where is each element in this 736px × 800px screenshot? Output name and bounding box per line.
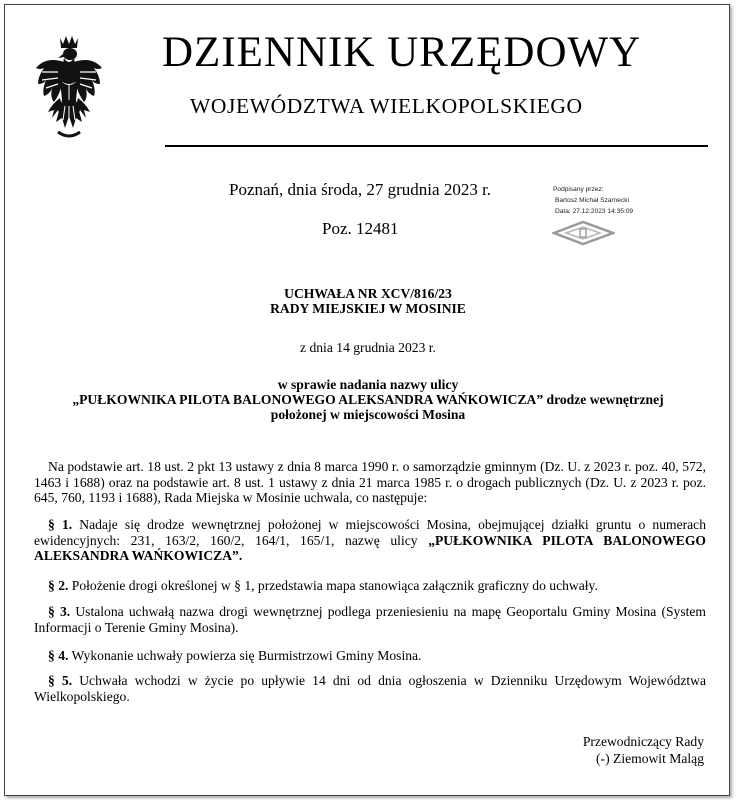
section-2-text: Położenie drogi określonej w § 1, przedstawia mapa stanowiąca załącznik graficzny do uchwały. [71, 578, 598, 593]
section-5-label: § 5. [48, 673, 73, 688]
section-5-text: Uchwała wchodzi w życie po upływie 14 dni od dnia ogłoszenia w Dzienniku Urzędowym Województwa Wielkopolskiego. [34, 673, 706, 704]
signature-seal-icon [552, 220, 615, 246]
section-4 [34, 648, 706, 664]
section-2 [34, 578, 706, 594]
preamble-text: Na podstawie art. 18 ust. 2 pkt 13 ustawy z dnia 8 marca 1990 r. o samorządzie gminnym (Dz. U. z 2023 r. poz. 40, 572, 1463 i 1688) oraz na podstawie art. 8 ust. 1 ustawy z dnia 21 marca 1985 r. o drogach publicznych (Dz. U. z 2023 r. poz. 645, 760, 1193 i 1688), Rada Miejska w Mosinie uchwala, co następuje: [34, 459, 706, 505]
section-4-label: § 4. [48, 648, 69, 663]
resolution-subject-line3: położonej w miejscowości Mosina [270, 407, 466, 422]
section-4-text: Wykonanie uchwały powierza się Burmistrzowi Gminy Mosina. [71, 648, 422, 663]
section-5 [34, 673, 706, 704]
digital-signature-block [553, 184, 633, 217]
position-number: Poz. 12481 [322, 219, 399, 238]
publication-date: Poznań, dnia środa, 27 grudnia 2023 r. [229, 180, 492, 199]
preamble-paragraph [34, 459, 706, 506]
resolution-subject-line1: w sprawie nadania nazwy ulicy [277, 377, 459, 392]
section-3-text: Ustalona uchwałą nazwa drogi wewnętrznej podlega przeniesieniu na mapę Geoportalu Gminy Mosina (System Informacji o Terenie Gminy Mosina). [34, 604, 706, 635]
polish-eagle-emblem [32, 32, 106, 144]
signature-caption: Podpisany przez: [553, 186, 604, 193]
resolution-council: RADY MIEJSKIEJ W MOSINIE [270, 301, 466, 316]
journal-subtitle: WOJEWÓDZTWA WIELKOPOLSKIEGO [190, 94, 583, 118]
resolution-subject-line2: „PUŁKOWNIKA PILOTA BALONOWEGO ALEKSANDRA WAŃKOWICZA” drodze wewnętrznej [72, 392, 664, 407]
resolution-number: UCHWAŁA NR XCV/816/23 [284, 286, 452, 301]
section-1-label: § 1. [48, 517, 73, 532]
section-1-street-name: „PUŁKOWNIKA PILOTA BALONOWEGO ALEKSANDRA WAŃKOWICZA”. [34, 532, 706, 563]
journal-title: DZIENNIK URZĘDOWY [162, 29, 642, 76]
section-3 [34, 604, 706, 635]
section-1-text: Nadaje się drodze wewnętrznej położonej w miejscowości Mosina, obejmującej działki gruntu o numerach ewidencyjnych: 231, 163/2, 160/2, 164/1, 165/1, nazwę ulicy [34, 517, 706, 548]
signer-name: (-) Ziemowit Maląg [596, 751, 704, 766]
section-1 [34, 517, 706, 564]
signature-date: Data: 27.12.2023 14:35:09 [555, 208, 634, 215]
section-2-label: § 2. [48, 578, 69, 593]
header-divider [165, 145, 708, 147]
signature-signer: Bartosz Michał Szarnecki [555, 197, 630, 204]
section-3-label: § 3. [48, 604, 71, 619]
signer-role: Przewodniczący Rady [582, 734, 704, 749]
resolution-date: z dnia 14 grudnia 2023 r. [300, 340, 436, 355]
